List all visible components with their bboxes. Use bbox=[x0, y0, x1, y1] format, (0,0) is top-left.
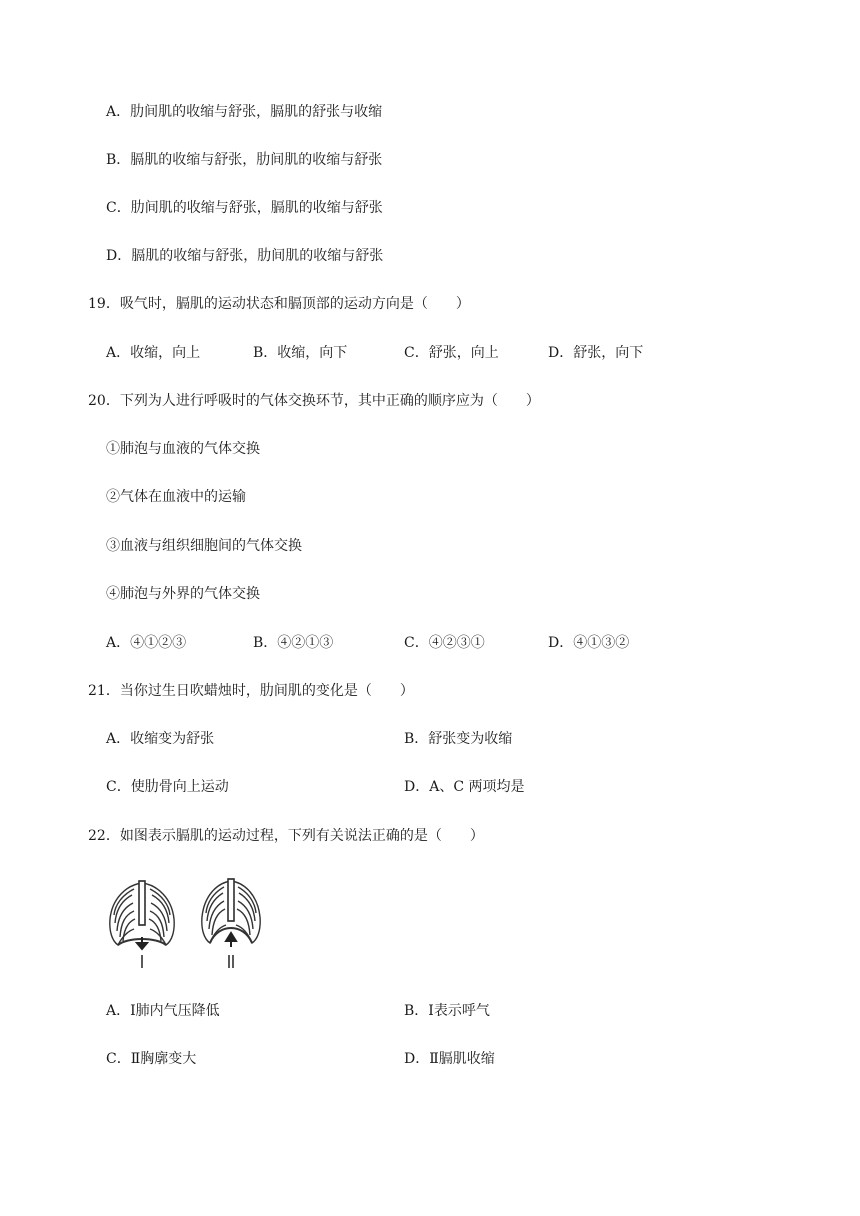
option-b: B．膈肌的收缩与舒张，肋间肌的收缩与舒张 bbox=[106, 152, 383, 168]
q20-option-a: A．④①②③ bbox=[106, 635, 187, 651]
q21-option-c: C．使肋骨向上运动 bbox=[106, 779, 229, 795]
up-arrow-icon bbox=[226, 933, 236, 947]
q20-item-4: ④肺泡与外界的气体交换 bbox=[106, 586, 260, 602]
q22-option-c: C．Ⅱ胸廓变大 bbox=[106, 1051, 197, 1067]
q20-option-b: B．④②①③ bbox=[253, 635, 334, 651]
q20-option-d: D．④①③② bbox=[548, 635, 630, 651]
q19-option-c: C．舒张，向上 bbox=[404, 345, 499, 361]
q20-item-2: ②气体在血液中的运输 bbox=[106, 489, 246, 505]
question-19-stem: 19．吸气时，膈肌的运动状态和膈顶部的运动方向是（ ） bbox=[88, 296, 470, 312]
q22-option-b: B．Ⅰ表示呼气 bbox=[404, 1003, 490, 1019]
q20-item-3: ③血液与组织细胞间的气体交换 bbox=[106, 538, 302, 554]
q22-option-a: A．Ⅰ肺内气压降低 bbox=[106, 1003, 220, 1019]
figure-label-i: Ⅰ bbox=[142, 967, 143, 968]
q22-option-d: D．Ⅱ膈肌收缩 bbox=[404, 1051, 495, 1067]
q21-option-b: B．舒张变为收缩 bbox=[404, 731, 513, 747]
option-a: A．肋间肌的收缩与舒张，膈肌的舒张与收缩 bbox=[106, 104, 383, 120]
option-d: D．膈肌的收缩与舒张，肋间肌的收缩与舒张 bbox=[106, 248, 384, 264]
diaphragm-figure bbox=[104, 875, 284, 975]
q19-option-b: B．收缩，向下 bbox=[253, 345, 348, 361]
q20-option-c: C．④②③① bbox=[404, 635, 485, 651]
ribcage-diagram bbox=[104, 875, 284, 975]
q20-item-1: ①肺泡与血液的气体交换 bbox=[106, 441, 260, 457]
q21-option-d: D．A、C 两项均是 bbox=[404, 779, 525, 795]
q19-option-a: A．收缩，向上 bbox=[106, 345, 201, 361]
option-c: C．肋间肌的收缩与舒张，膈肌的收缩与舒张 bbox=[106, 200, 383, 216]
question-20-stem: 20．下列为人进行呼吸时的气体交换环节，其中正确的顺序应为（ ） bbox=[88, 393, 540, 409]
figure-label-ii: Ⅱ bbox=[231, 967, 232, 968]
q19-option-d: D．舒张，向下 bbox=[548, 345, 644, 361]
question-21-stem: 21．当你过生日吹蜡烛时，肋间肌的变化是（ ） bbox=[88, 683, 414, 699]
q21-option-a: A．收缩变为舒张 bbox=[106, 731, 215, 747]
question-22-stem: 22．如图表示膈肌的运动过程，下列有关说法正确的是（ ） bbox=[88, 828, 484, 844]
ribcage-i bbox=[110, 881, 174, 945]
